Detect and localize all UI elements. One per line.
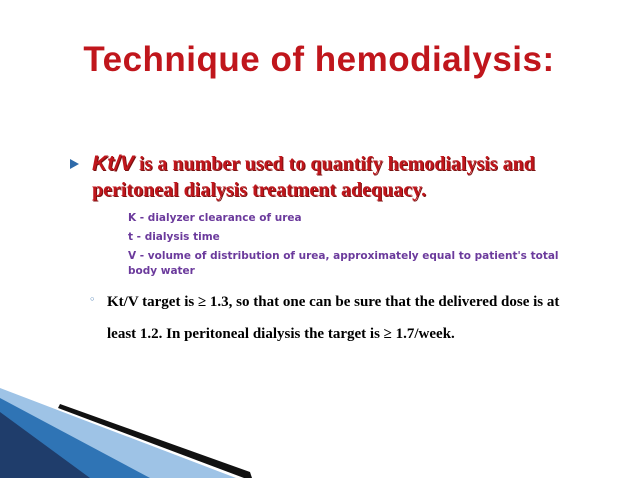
- main-bullet-text: is a number used to quantify hemodialysis and peritoneal dialysis treatment adequacy.: [92, 153, 535, 201]
- circle-bullet-icon: ◦: [89, 293, 96, 306]
- slide-title: Technique of hemodialysis:: [83, 40, 555, 79]
- ktv-term: Kt/V: [92, 152, 134, 175]
- definition-k: K - dialyzer clearance of urea: [128, 212, 302, 224]
- sub-bullet-text: Kt/V target is ≥ 1.3, so that one can be sure that the delivered dose is at least 1.2. In peritoneal dialysis the target is ≥ 1.7/week.: [107, 294, 560, 342]
- definition-v: V - volume of distribution of urea, approximately equal to patient's total body water: [128, 250, 559, 277]
- definition-t: t - dialysis time: [128, 231, 220, 243]
